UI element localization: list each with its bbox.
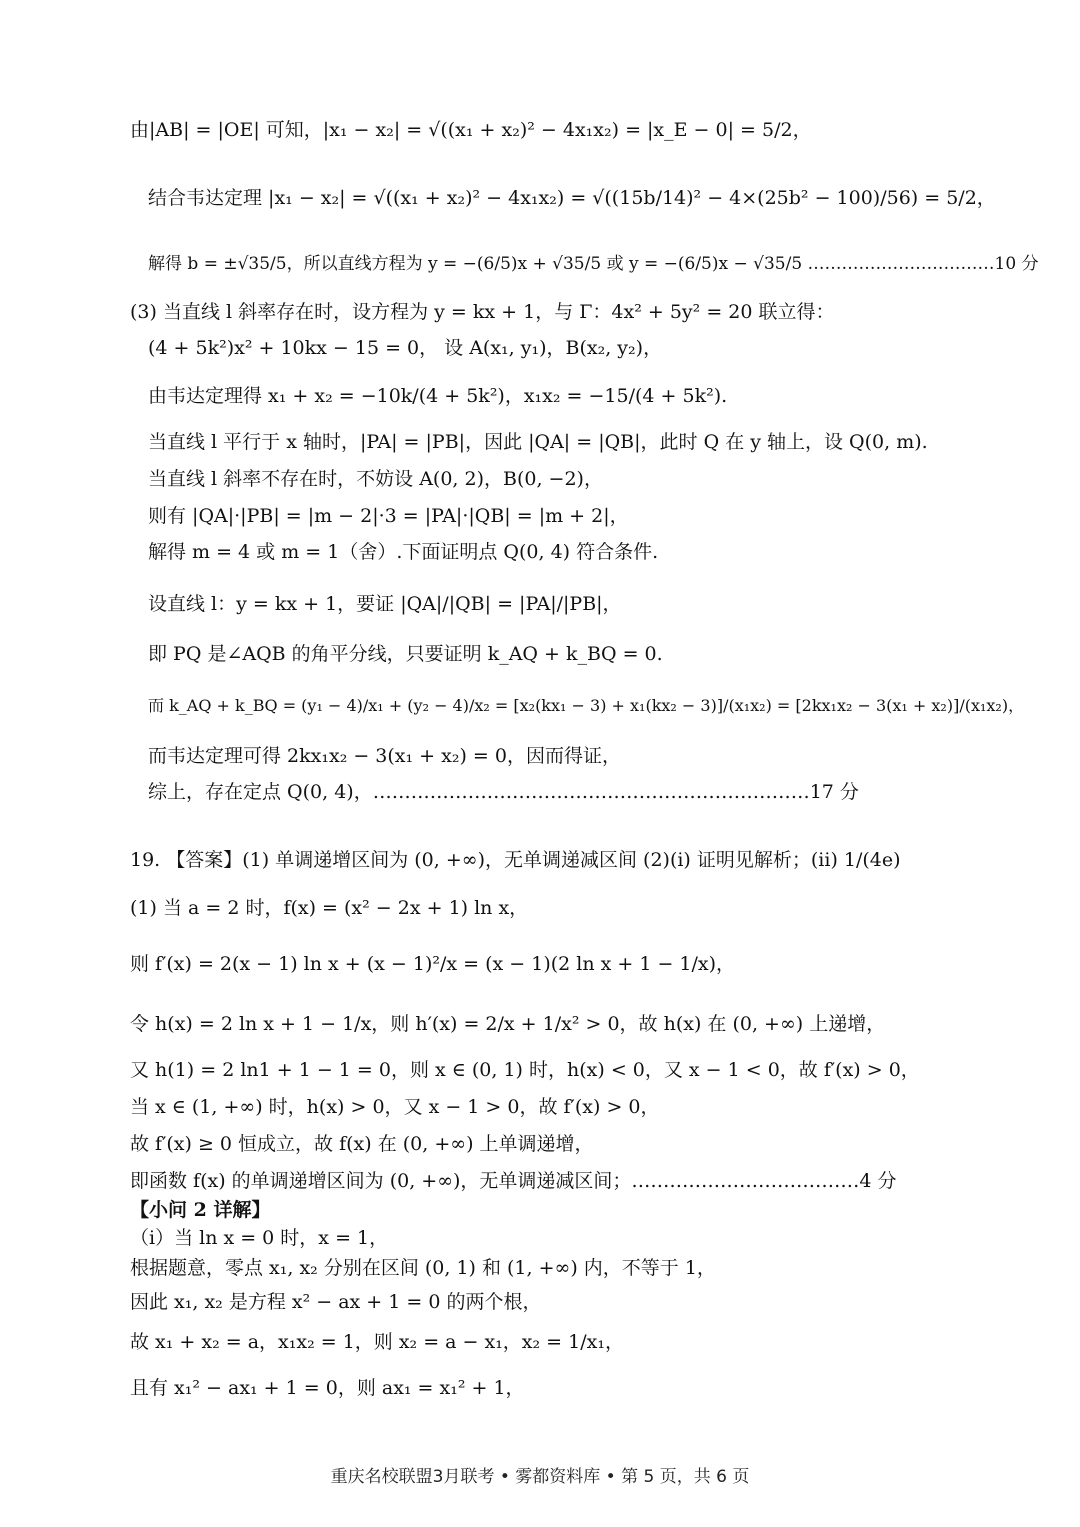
page-footer: 重庆名校联盟3月联考 • 雾都资料库 • 第 5 页，共 6 页 [330, 1467, 750, 1487]
section-heading: 【小问 2 详解】 [130, 1199, 271, 1221]
text-line: 而韦达定理可得 2kx₁x₂ − 3(x₁ + x₂) = 0，因而得证， [148, 745, 621, 767]
text-line: 又 h(1) = 2 ln1 + 1 − 1 = 0，则 x ∈ (0, 1) 时，h(x) < 0，又 x − 1 < 0，故 f′(x) > 0， [130, 1059, 920, 1081]
text-line: 故 x₁ + x₂ = a，x₁x₂ = 1，则 x₂ = a − x₁，x₂ = 1/x₁， [130, 1331, 624, 1353]
text-line: 而 k_AQ + k_BQ = (y₁ − 4)/x₁ + (y₂ − 4)/x₂ = [x₂(kx₁ − 3) + x₁(kx₂ − 3)]/(x₁x₂) = [2kx₁x₂ − 3(x₁ + x₂)]/(x₁x₂)， [148, 696, 1025, 715]
text-line: 由|AB| = |OE| 可知，|x₁ − x₂| = √((x₁ + x₂)² − 4x₁x₂) = |x_E − 0| = 5/2， [130, 119, 812, 141]
text-line: (4 + 5k²)x² + 10kx − 15 = 0， 设 A(x₁, y₁)，B(x₂, y₂)， [148, 337, 663, 359]
text-line: 且有 x₁² − ax₁ + 1 = 0，则 ax₁ = x₁² + 1， [130, 1377, 525, 1399]
text-line: 即 PQ 是∠AQB 的角平分线，只要证明 k_AQ + k_BQ = 0. [148, 643, 663, 665]
text-line: 由韦达定理得 x₁ + x₂ = −10k/(4 + 5k²)，x₁x₂ = −15/(4 + 5k²). [148, 385, 728, 407]
text-line: 则 f′(x) = 2(x − 1) ln x + (x − 1)²/x = (x − 1)(2 ln x + 1 − 1/x)， [130, 953, 736, 975]
text-line: (3) 当直线 l 斜率存在时，设方程为 y = kx + 1，与 Γ：4x² + 5y² = 20 联立得： [130, 301, 835, 323]
text-line: 解得 b = ±√35/5，所以直线方程为 y = −(6/5)x + √35/5 或 y = −(6/5)x − √35/5 ……………………………10 分 [148, 254, 1039, 274]
text-line: 故 f′(x) ≥ 0 恒成立，故 f(x) 在 (0, +∞) 上单调递增， [130, 1133, 594, 1155]
text-line: 当 x ∈ (1, +∞) 时，h(x) > 0，又 x − 1 > 0，故 f′(x) > 0， [130, 1096, 660, 1118]
text-line: 当直线 l 平行于 x 轴时，|PA| = |PB|，因此 |QA| = |QB|，此时 Q 在 y 轴上，设 Q(0, m). [148, 431, 928, 453]
text-line: 因此 x₁, x₂ 是方程 x² − ax + 1 = 0 的两个根， [130, 1291, 542, 1313]
text-line: 即函数 f(x) 的单调递增区间为 (0, +∞)，无单调递减区间；………………………………4 分 [130, 1170, 897, 1192]
text-line: 当直线 l 斜率不存在时，不妨设 A(0, 2)，B(0, −2)， [148, 468, 603, 490]
text-line: 综上，存在定点 Q(0, 4)，……………………………………………………………17 分 [148, 781, 859, 803]
text-line: 令 h(x) = 2 ln x + 1 − 1/x，则 h′(x) = 2/x + 1/x² > 0，故 h(x) 在 (0, +∞) 上递增， [130, 1013, 886, 1035]
text-line: 结合韦达定理 |x₁ − x₂| = √((x₁ + x₂)² − 4x₁x₂) = √((15b/14)² − 4×(25b² − 100)/56) = 5/2， [148, 187, 996, 209]
text-line: 设直线 l：y = kx + 1，要证 |QA|/|QB| = |PA|/|PB|， [148, 593, 622, 615]
text-line: （i）当 ln x = 0 时，x = 1， [130, 1227, 389, 1249]
answer-line: 19. 【答案】(1) 单调递增区间为 (0, +∞)，无单调递减区间 (2)(i) 证明见解析；(ii) 1/(4e) [130, 849, 901, 871]
text-line: 则有 |QA|·|PB| = |m − 2|·3 = |PA|·|QB| = |m + 2|， [148, 505, 629, 527]
text-line: 解得 m = 4 或 m = 1（舍）.下面证明点 Q(0, 4) 符合条件. [148, 541, 659, 563]
text-line: (1) 当 a = 2 时，f(x) = (x² − 2x + 1) ln x， [130, 897, 529, 919]
text-line: 根据题意，零点 x₁, x₂ 分别在区间 (0, 1) 和 (1, +∞) 内，不等于 1， [130, 1257, 716, 1279]
